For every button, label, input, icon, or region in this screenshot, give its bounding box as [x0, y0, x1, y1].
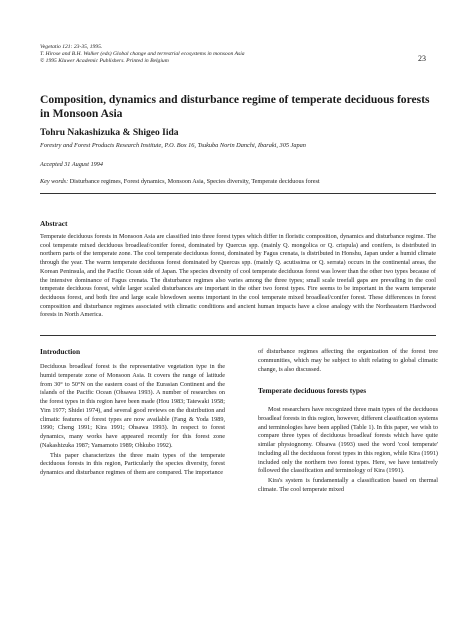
intro-continuation: of disturbance regimes affecting the organization of the forest tree communities, which may be subject to shift relating to global climatic change, is also discussed. — [258, 348, 438, 373]
journal-header — [40, 44, 420, 66]
affiliation: Forestry and Forest Products Research Institute, P.O. Box 16, Tsukuba Norin Danchi, Ibaraki, 305 Japan — [40, 142, 306, 149]
abstract-text: Temperate deciduous forests in Monsoon Asia are classified into three forest types which differ in floristic composition, dynamics and disturbance regime. The cool temperate mixed deciduous broadleaf/conifer forest, dominated by Quercus spp. (mainly Q. mongolica or Q. crispula) and conifers, is distributed in northern parts of the temperate zone. The cool temperate deciduous forest, dominated by Fagus crenata, is distributed in Honshu, Japan under a humid climate through the year. The warm temperate deciduous forest dominated by Quercus spp. (mainly Q. acutissima or Q. serrata) occurs in the continental areas, the Korean Peninsula, and the Pacific Ocean side of Japan. The species diversity of cool temperate deciduous forest was lower than the other two types because of the intensive dominance of Fagus crenata. The disturbance regimes also varies among the three types; small scale treefall gaps are prevailing in the cool temperate deciduous forest, while larger scaled disturbances are important in the other two forest types. Fire seems to be important in the warm temperate deciduous forest, and both fire and large scale blowdown seems important in the cool temperate mixed broadleaf/conifer forest. These differences in forest composition and disturbance regimes associated with climatic conditions and ancient human impacts have a close analogy with the Northeastern Hardwood forests in North America. — [40, 233, 436, 319]
accepted-date: Accepted 31 August 1994 — [40, 161, 103, 168]
forest-types-heading: Temperate deciduous forests types — [258, 386, 367, 396]
left-column — [40, 363, 225, 478]
editors-line: T. Hirose and B.H. Walker (eds) Global change and terrestrial ecosystems in monsoon Asia — [40, 51, 245, 58]
copyright-line: © 1995 Kluwer Academic Publishers. Printed in Belgium — [40, 58, 169, 65]
keywords-label: Key words: — [40, 178, 69, 185]
keywords — [40, 178, 450, 185]
keywords-text: Disturbance regimes, Forest dynamics, Monsoon Asia, Species diversity, Temperate deciduous forest — [69, 178, 320, 185]
forest-types-paragraph-2: Kira's system is fundamentally a classification based on thermal climate. The cool temperate mixed — [258, 477, 438, 493]
right-column — [258, 348, 438, 495]
intro-paragraph-2: This paper characterizes the three main types of the temperate deciduous forests in this region, Particularly the species diversity, forest dynamics and disturbance regimes of them are compared. The importance — [40, 451, 225, 476]
page-number: 23 — [418, 54, 426, 63]
paper-title: Composition, dynamics and disturbance regime of temperate deciduous forests in Monsoon Asia — [40, 93, 430, 120]
divider-bottom — [40, 335, 436, 336]
authors: Tohru Nakashizuka & Shigeo Iida — [40, 128, 179, 138]
divider-top — [40, 193, 436, 194]
introduction-heading: Introduction — [40, 347, 81, 356]
abstract-heading: Abstract — [40, 219, 68, 228]
intro-paragraph-1: Deciduous broadleaf forest is the representative vegetation type in the humid temperate zone of Monsoon Asia. It covers the range of latitude from 30° to 50°N on the eastern coast of the Eurasian Continent and the islands of the Pacific Ocean (Ohsawa 1993). A number of researches on the forest types in this region have been made (Hou 1983; Tatewaki 1958; Yim 1977; Shidei 1974), and several good reviews on the distribution and climatic features of forest types are now available (Fang & Yoda 1989, 1990; Cheng 1991; Kira 1991; Ohsawa 1993). In respect to forest dynamics, many works have appeared recently for this forest zone (Nakashizuka 1987; Yamamoto 1989; Ohkubo 1992). — [40, 363, 225, 449]
forest-types-paragraph-1: Most researchers have recognized three main types of the deciduous broadleaf forests in this region, however, different classification systems and terminologies have been applied (Table 1). In this paper, we wish to compare three types of deciduous broadleaf forests which have quite similar physiognomy. Ohsawa (1993) used the word 'cool temperate' including all the deciduous forest types in this region, while Kira (1991) included only the northern two forest types. Here, we have tentatively followed the classification and terminology of Kira (1991). — [258, 406, 438, 475]
journal-citation: Vegetatio 121: 23-35, 1995. — [40, 44, 103, 50]
